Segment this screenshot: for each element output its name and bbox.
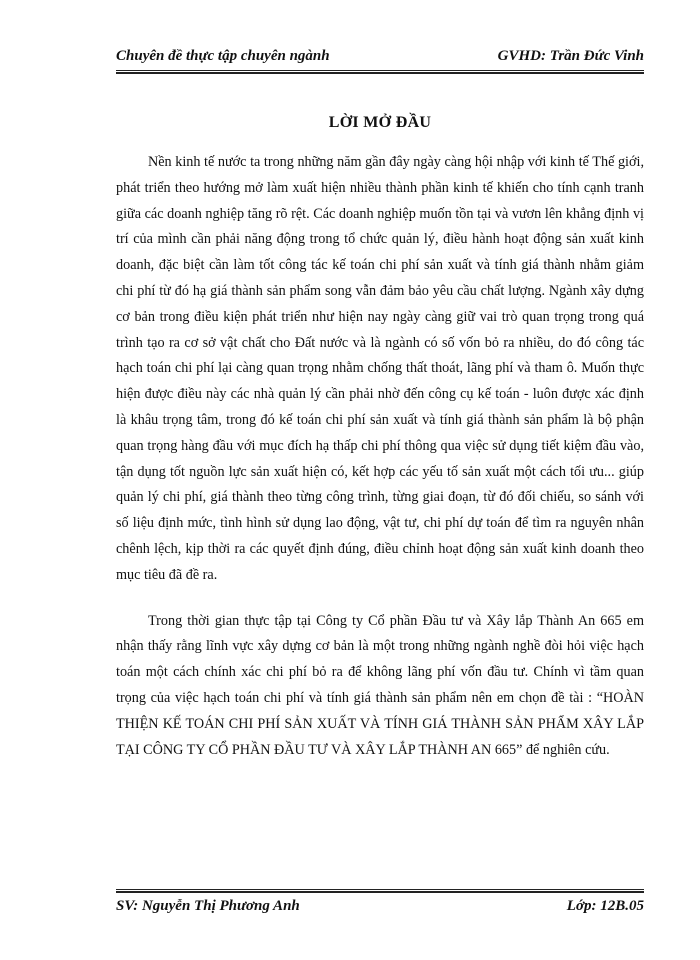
footer-class: Lớp: 12B.05 [566, 897, 644, 914]
header-supervisor: GVHD: Trần Đức Vinh [497, 47, 644, 64]
footer-student-name: SV: Nguyễn Thị Phương Anh [116, 897, 300, 914]
header-course-title: Chuyên đề thực tập chuyên ngành [116, 47, 330, 64]
body-text [116, 150, 644, 763]
footer-divider [116, 889, 644, 893]
header-divider [116, 70, 644, 74]
paragraph-2: Trong thời gian thực tập tại Công ty Cổ phần Đầu tư và Xây lắp Thành An 665 em nhận thấy rằng lĩnh vực xây dựng cơ bản là một trong những ngành nghề đòi hỏi việc hạch toán một cách chính xác chi phí bỏ ra để không lãng phí vốn đầu tư. Chính vì tầm quan trọng của việc hạch toán chi phí và tính giá thành sản phẩm nên em chọn đề tài : “HOÀN THIỆN KẾ TOÁN CHI PHÍ SẢN XUẤT VÀ TÍNH GIÁ THÀNH SẢN PHẨM XÂY LẮP TẠI CÔNG TY CỔ PHẦN ĐẦU TƯ VÀ XÂY LẮP THÀNH AN 665” để nghiên cứu. [116, 612, 644, 758]
paragraph-1: Nền kinh tế nước ta trong những năm gần đây ngày càng hội nhập với kinh tế Thế giới, phát triển theo hướng mở làm xuất hiện nhiều thành phần kinh tế khiến cho tính cạnh tranh giữa các doanh nghiệp tăng rõ rệt. Các doanh nghiệp muốn tồn tại và vươn lên khẳng định vị trí của mình cần phải năng động trong tổ chức quản lý, điều hành hoạt động sản xuất kinh doanh, đặc biệt cần làm tốt công tác kế toán chi phí sản xuất và tính giá thành nhằm giảm chi phí từ đó hạ giá thành sản phẩm song vẫn đảm bảo yêu cầu chất lượng. Ngành xây dựng cơ bản trong điều kiện phát triển như hiện nay ngày càng giữ vai trò quan trọng trong quá trình tạo ra cơ sở vật chất cho Đất nước và là ngành có số vốn bỏ ra nhiều, do đó công tác hạch toán chi phí lại càng quan trọng nhằm chống thất thoát, lãng phí và tham ô. Muốn thực hiện được điều này các nhà quản lý cần phải nhờ đến công cụ kế toán - luôn được xác định là khâu trọng tâm, trong đó kế toán chi phí sản xuất và tính giá thành sản phẩm là bộ phận quan trọng hàng đầu với mục đích hạ thấp chi phí thông qua việc sử dụng tiết kiệm đầu vào, tận dụng tốt nguồn lực sản xuất hiện có, kết hợp các yếu tố sản xuất một cách tối ưu... giúp quản lý chi phí, giá thành theo từng công trình, từng giai đoạn, từ đó đối chiếu, so sánh với số liệu định mức, tình hình sử dụng lao động, vật tư, chi phí dự toán để tìm ra nguyên nhân chênh lệch, kịp thời ra các quyết định đúng, điều chỉnh hoạt động sản xuất kinh doanh theo mục tiêu đã đề ra. [116, 154, 644, 583]
page-title: LỜI MỞ ĐẦU [328, 114, 432, 131]
page-footer [116, 894, 644, 918]
page-header [116, 44, 644, 68]
